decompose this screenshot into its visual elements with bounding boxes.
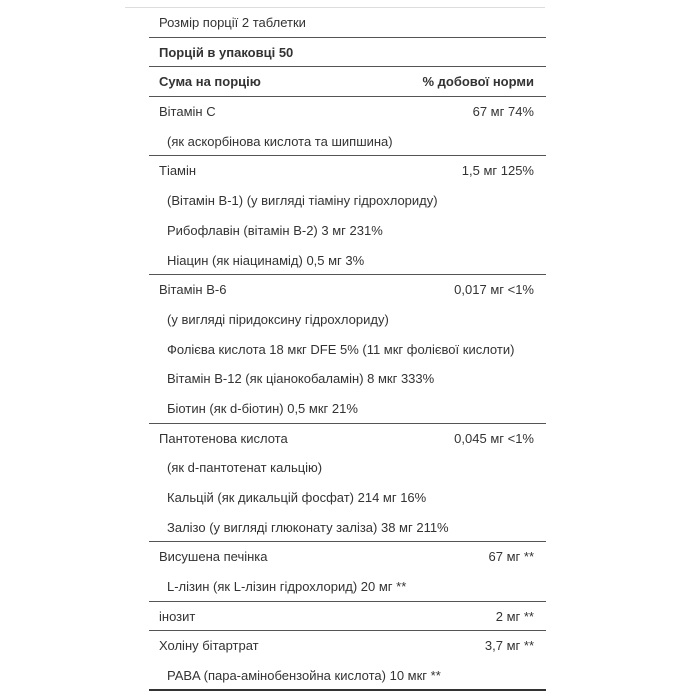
- table-row: [149, 156, 546, 186]
- table-row: [149, 661, 546, 691]
- table-row: [149, 97, 546, 127]
- row-label: Холіну бітартрат: [159, 638, 259, 654]
- table-row: [149, 246, 546, 276]
- row-label: Пантотенова кислота: [159, 430, 288, 446]
- row-label: PABA (пара-амінобензойна кислота) 10 мкг **: [167, 668, 441, 684]
- row-value: % добової норми: [422, 74, 534, 90]
- row-value: 0,017 мг <1%: [454, 282, 534, 298]
- table-row: [149, 364, 546, 394]
- row-value: 67 мг 74%: [472, 104, 534, 120]
- table-row: [149, 335, 546, 365]
- table-row: [149, 483, 546, 513]
- supplement-facts-table: [149, 8, 546, 691]
- table-row: [149, 453, 546, 483]
- table-row: [149, 8, 546, 38]
- row-label: Фолієва кислота 18 мкг DFE 5% (11 мкг фолієвої кислоти): [167, 341, 515, 357]
- row-label: (у вигляді піридоксину гідрохлориду): [167, 311, 389, 327]
- table-row: [149, 542, 546, 572]
- row-label: Вітамін В-6: [159, 282, 227, 298]
- table-row: [149, 38, 546, 68]
- table-row: [149, 305, 546, 335]
- row-label: (як аскорбінова кислота та шипшина): [167, 133, 393, 149]
- row-label: Біотин (як d-біотин) 0,5 мкг 21%: [167, 400, 358, 416]
- table-row: [149, 394, 546, 424]
- table-row: [149, 631, 546, 661]
- row-label: (Вітамін B-1) (у вигляді тіаміну гідрохлориду): [167, 193, 438, 209]
- table-row: [149, 67, 546, 97]
- row-label: L-лізин (як L-лізин гідрохлорид) 20 мг **: [167, 579, 407, 595]
- row-label: Вітамін B-12 (як ціанокобаламін) 8 мкг 333%: [167, 371, 435, 387]
- row-label: Рибофлавін (вітамін B-2) 3 мг 231%: [167, 222, 383, 238]
- row-label: Залізо (у вигляді глюконату заліза) 38 мг 211%: [167, 519, 449, 535]
- table-row: [149, 602, 546, 632]
- row-value: 2 мг **: [495, 608, 534, 624]
- table-row: [149, 127, 546, 157]
- table-row: [149, 186, 546, 216]
- row-label: (як d-пантотенат кальцію): [167, 460, 323, 476]
- row-label: інозит: [159, 608, 196, 624]
- row-label: Висушена печінка: [159, 549, 268, 565]
- row-label: Сума на порцію: [159, 74, 261, 90]
- row-value: 1,5 мг 125%: [461, 163, 534, 179]
- row-label: Ніацин (як ніацинамід) 0,5 мг 3%: [167, 252, 365, 268]
- row-label: Розмір порції 2 таблетки: [159, 15, 306, 30]
- row-value: 67 мг **: [488, 549, 534, 565]
- table-row: [149, 275, 546, 305]
- row-label: Порцій в упаковці 50: [159, 44, 294, 60]
- table-row: [149, 572, 546, 602]
- row-value: 0,045 мг <1%: [454, 430, 534, 446]
- row-label: Тіамін: [159, 163, 197, 179]
- table-row: [149, 513, 546, 543]
- row-label: Кальцій (як дикальцій фосфат) 214 мг 16%: [167, 490, 427, 505]
- row-value: 3,7 мг **: [484, 638, 534, 654]
- table-row: [149, 216, 546, 246]
- row-label: Вітамін С: [159, 104, 216, 120]
- table-row: [149, 424, 546, 454]
